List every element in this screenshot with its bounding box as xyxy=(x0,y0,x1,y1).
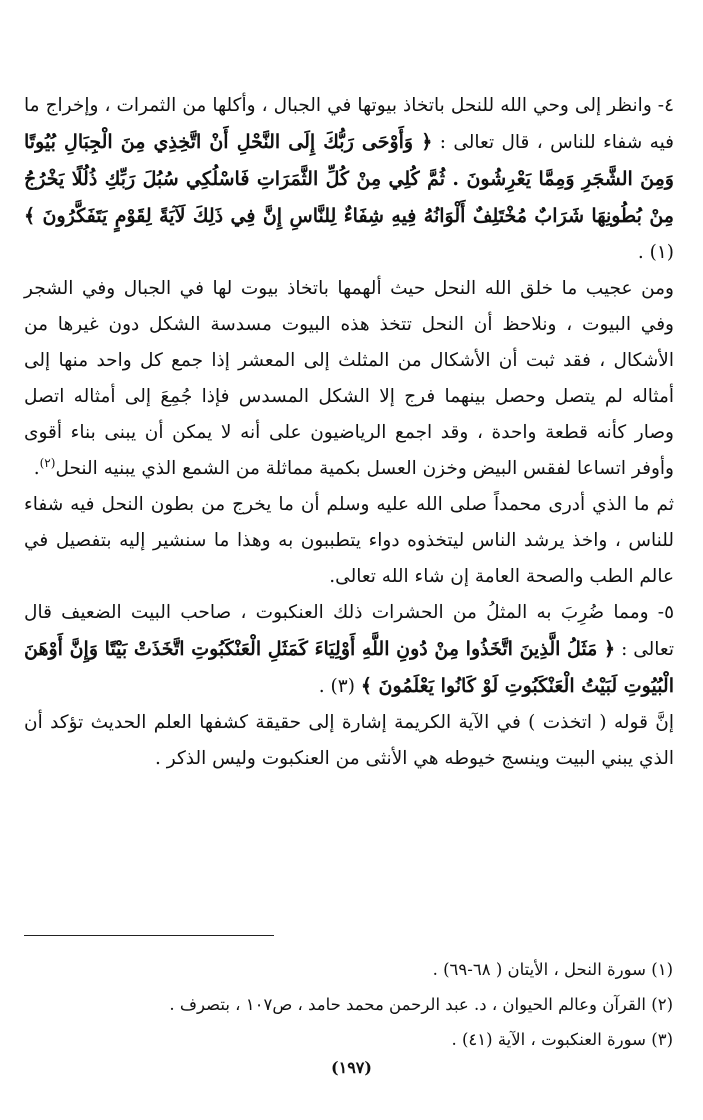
paragraph-bees-verse xyxy=(24,88,674,271)
main-text xyxy=(24,88,674,777)
footnote-ref: (٣) xyxy=(330,676,355,697)
footnote-ref: (٢) xyxy=(39,455,56,470)
quran-verse-spider: ﴿ مَثَلُ الَّذِينَ اتَّخَذُوا مِنْ دُونِ اللَّهِ أَوْلِيَاءَ كَمَثَلِ الْعَنْكَبُوتِ اتَّخَذَتْ بَيْتًا وَإِنَّ أَوْهَنَ الْبُيُوتِ لَبَيْتُ الْعَنْكَبُوتِ لَوْ كَانُوا يَعْلَمُونَ ﴾ xyxy=(24,638,674,697)
footnote-ref: (١) xyxy=(649,242,674,263)
footnote-3: (٣) سورة العنكبوت ، الآية (٤١) . xyxy=(451,1030,673,1049)
paragraph-text: إنَّ قوله ( اتخذت ) في الآية الكريمة إشارة إلى حقيقة كشفها العلم الحديث تؤكد أن الذي يبني البيت وينسج خيوطه هي الأنثى من العنكبوت وليس الذكر . xyxy=(24,712,674,769)
paragraph-intro: ٤- وانظر إلى وحي الله للنحل باتخاذ بيوتها في الجبال ، وأكلها من الثمرات ، وإخراج ما فيه شفاء للناس ، قال تعالى : xyxy=(24,95,674,153)
paragraph-spider-verse xyxy=(24,595,674,705)
paragraph-text: ثم ما الذي أدرى محمداً صلى الله عليه وسلم أن ما يخرج من بطون النحل فيه شفاء للناس ، واخذ يرشد الناس ليتخذوه دواء يتطببون به وهذا ما سنشير إليه بتفصيل في عالم الطب والصحة العامة إن شاء الله تعالى. xyxy=(24,494,674,587)
quran-verse-bees: ﴿ وَأَوْحَى رَبُّكَ إِلَى النَّحْلِ أَنْ اتَّخِذِي مِنَ الْجِبَالِ بُيُوتًا وَمِنَ الشَّجَرِ وَمِمَّا يَعْرِشُونَ . ثُمَّ كُلِي مِنْ كُلِّ الثَّمَرَاتِ فَاسْلُكِي سُبُلَ رَبِّكِ ذُلُلًا يَخْرُجُ مِنْ بُطُونِهَا شَرَابٌ مُخْتَلِفٌ أَلْوَانُهُ فِيهِ شِفَاءٌ لِلنَّاسِ إِنَّ فِي ذَلِكَ لَآيَةً لِقَوْمٍ يَتَفَكَّرُونَ ﴾ xyxy=(24,131,674,227)
footnote-1: (١) سورة النحل ، الأيتان ( ٦٨-٦٩) . xyxy=(432,960,673,979)
punctuation: . xyxy=(318,676,331,697)
paragraph-intro: ٥- ومما ضُرِبَ به المثلُ من الحشرات ذلك العنكبوت ، صاحب البيت الضعيف قال تعالى : xyxy=(24,602,675,660)
punctuation: . xyxy=(33,458,40,479)
paragraph-honey-healing xyxy=(24,487,674,595)
footnotes xyxy=(33,952,673,1057)
footnote-2: (٢) القرآن وعالم الحيوان ، د. عبد الرحمن محمد حامد ، ص١٠٧ ، بتصرف . xyxy=(169,995,673,1014)
footnote-divider xyxy=(24,935,274,936)
punctuation: . xyxy=(637,242,650,263)
paragraph-spider-female xyxy=(24,705,674,777)
paragraph-text: ومن عجيب ما خلق الله النحل حيث ألهمها باتخاذ بيوت لها في الجبال وفي الشجر وفي البيوت ، ونلاحظ أن النحل تتخذ هذه البيوت مسدسة الشكل دون غيرها من الأشكال ، فقد ثبت أن الأشكال من المثلث إلى المعشر إذا جمع كل واحد منها إلى أمثاله لم يتصل وحصل بينهما فرج إلا الشكل المسدس فإذا جُمِعَ إلى أمثاله اتصل وصار كأنه قطعة واحدة ، وقد اجمع الرياضيون على أنه لا يمكن أن يبنى بناء أقوى وأوفر اتساعا لفقس البيض وخزن العسل بكمية مماثلة من الشمع الذي يبنيه النحل xyxy=(24,278,674,479)
page-number: (١٩٧) xyxy=(331,1058,372,1077)
paragraph-hexagon xyxy=(24,271,674,487)
